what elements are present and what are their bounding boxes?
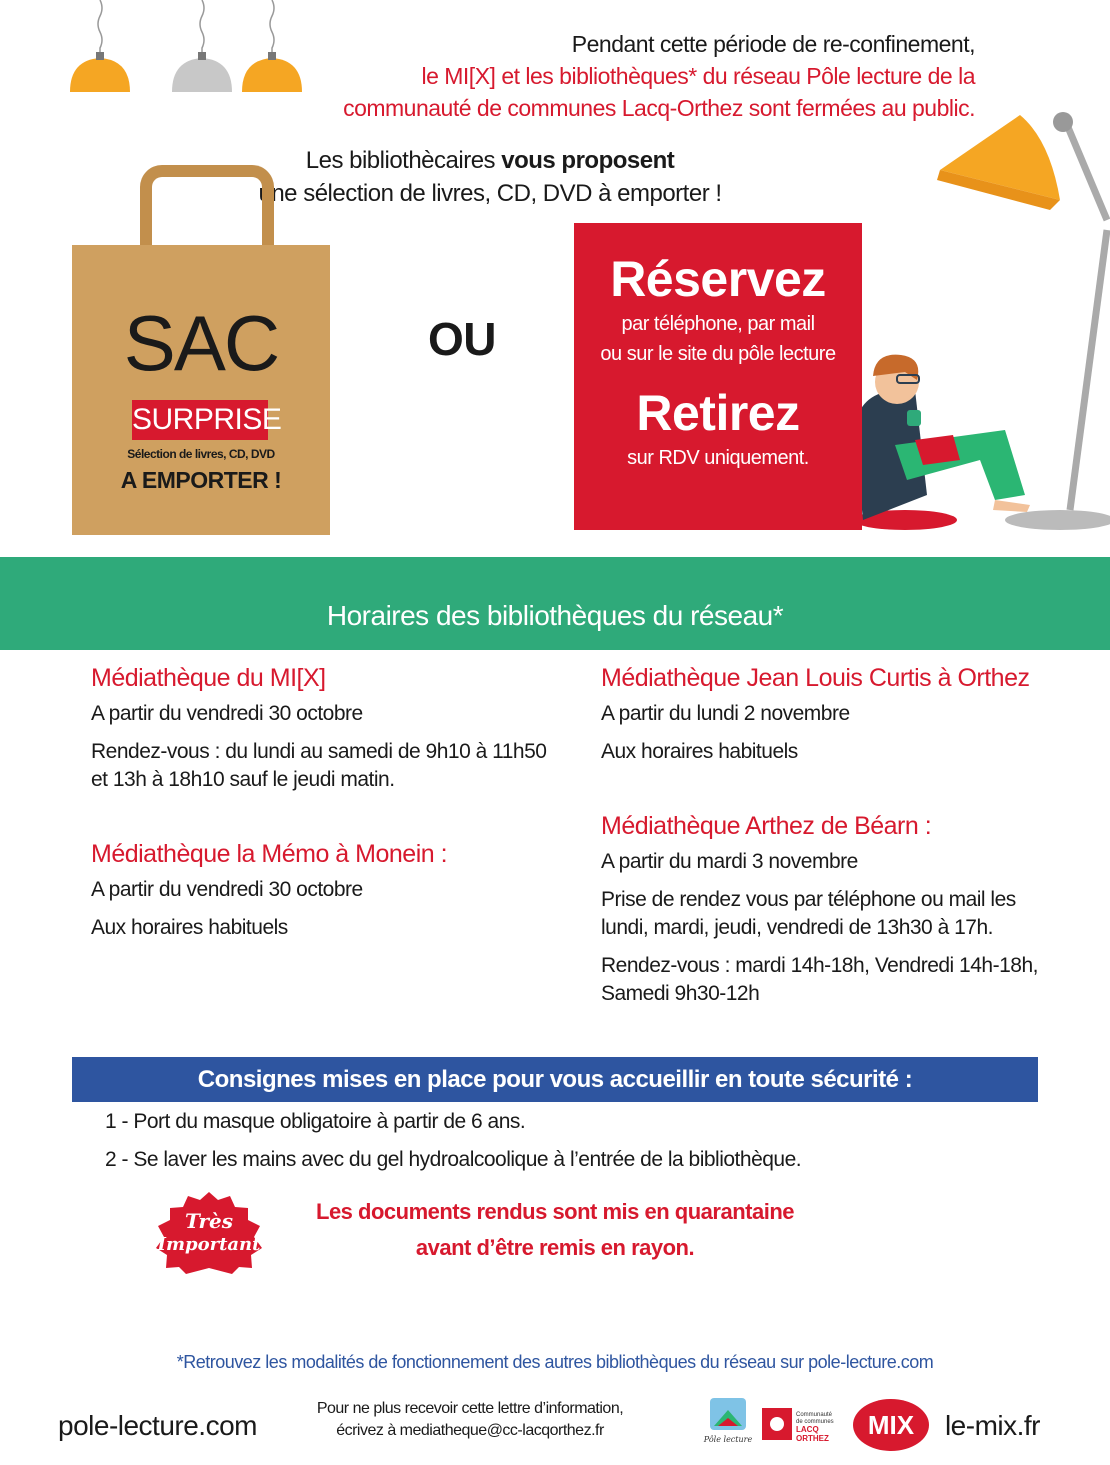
library-arthez-line4: Rendez-vous : mardi 14h-18h, Vendredi 14h-18h, (601, 954, 1038, 977)
library-memo-line2: Aux horaires habituels (91, 916, 288, 939)
intro-line-1: Pendant cette période de re-confinement, (571, 31, 975, 57)
reader-lamp-illustration (845, 100, 1110, 540)
library-arthez-line5: Samedi 9h30-12h (601, 982, 760, 1005)
library-memo-line1: A partir du vendredi 30 octobre (91, 878, 363, 901)
footer-unsubscribe (270, 1398, 670, 1442)
important-badge-line1: Très (185, 1209, 233, 1233)
footer-unsubscribe-line1: Pour ne plus recevoir cette lettre d’information, (316, 1400, 624, 1417)
footer-pole-lecture-link[interactable]: pole-lecture.com (58, 1410, 257, 1441)
library-arthez-line3: lundi, mardi, jeudi, vendredi de 13h30 à 17h. (601, 916, 993, 939)
intro-line-2: le MI[X] et les bibliothèques* du réseau Pôle lecture de la (421, 63, 975, 89)
safety-rules-title: Consignes mises en place pour vous accueillir en toute sécurité : (72, 1057, 1038, 1102)
safety-rule-1: 1 - Port du masque obligatoire à partir de 6 ans. (105, 1110, 526, 1133)
library-mix-line1: A partir du vendredi 30 octobre (91, 702, 363, 725)
library-mix-line2: Rendez-vous : du lundi au samedi de 9h10 à 11h50 (91, 740, 547, 763)
bag-sac-label: SAC (123, 299, 279, 387)
cclo-logo-line3: LACQ (796, 1425, 819, 1434)
important-badge (148, 1190, 270, 1274)
mix-logo (852, 1398, 930, 1452)
bag-selection-label: Sélection de livres, CD, DVD (127, 447, 275, 461)
cclo-logo-line1: Communauté (796, 1412, 833, 1418)
footer-le-mix-link[interactable]: le-mix.fr (944, 1410, 1040, 1441)
library-arthez-name: Médiathèque Arthez de Béarn : (601, 812, 932, 840)
reserve-box (574, 223, 862, 530)
pickup-title: Retirez (636, 385, 800, 441)
library-mix-name: Médiathèque du MI[X] (91, 664, 326, 692)
mix-logo-text: MIX (867, 1410, 915, 1440)
surprise-bag-graphic (72, 165, 330, 535)
or-label: OU (428, 313, 496, 365)
quarantine-line2: avant d’être remis en rayon. (415, 1235, 695, 1260)
library-mix-line3: et 13h à 18h10 sauf le jeudi matin. (91, 768, 395, 791)
cclo-logo-line4: ORTHEZ (796, 1434, 829, 1443)
library-curtis-name: Médiathèque Jean Louis Curtis à Orthez (601, 664, 1030, 692)
hanging-lamps-illustration (30, 0, 320, 100)
quarantine-notice (270, 1194, 840, 1266)
important-badge-line2: Important (157, 1234, 261, 1255)
pole-lecture-logo (703, 1396, 753, 1446)
library-arthez (601, 810, 1071, 1008)
library-mix (91, 662, 561, 794)
intro-line-3: communauté de communes Lacq-Orthez sont fermées au public. (343, 95, 975, 121)
library-arthez-line1: A partir du mardi 3 novembre (601, 850, 858, 873)
bag-surprise-label: SURPRISE (132, 400, 268, 440)
proposal-line2: une sélection de livres, CD, DVD à emporter ! (258, 180, 722, 207)
hours-title: Horaires des bibliothèques du réseau* (326, 600, 784, 631)
reserve-title: Réservez (610, 251, 826, 307)
library-arthez-line2: Prise de rendez vous par téléphone ou mail les (601, 888, 1016, 911)
bag-emporter-label: A EMPORTER ! (120, 467, 282, 493)
pickup-sub: sur RDV uniquement. (627, 447, 809, 469)
reserve-sub-2: ou sur le site du pôle lecture (600, 343, 836, 365)
library-curtis-line2: Aux horaires habituels (601, 740, 798, 763)
safety-rules-list (105, 1108, 801, 1174)
proposal-part1-bold: vous proposent (501, 147, 675, 174)
library-curtis-line1: A partir du lundi 2 novembre (601, 702, 850, 725)
library-memo (91, 838, 561, 942)
safety-rule-2: 2 - Se laver les mains avec du gel hydroalcoolique à l’entrée de la bibliothèque. (105, 1148, 802, 1171)
reserve-sub-1: par téléphone, par mail (621, 313, 815, 335)
pole-lecture-logo-text: Pôle lecture (703, 1435, 753, 1444)
cclo-logo (762, 1404, 842, 1444)
proposal-part1: Les bibliothècaires (305, 147, 502, 174)
library-curtis (601, 662, 1071, 766)
cclo-logo-line2: de communes (796, 1419, 834, 1425)
footer-unsubscribe-line2[interactable]: écrivez à mediatheque@cc-lacqorthez.fr (336, 1422, 604, 1439)
library-memo-name: Médiathèque la Mémo à Monein : (91, 840, 448, 868)
quarantine-line1: Les documents rendus sont mis en quarantaine (316, 1199, 794, 1224)
footnote: *Retrouvez les modalités de fonctionnement des autres bibliothèques du réseau sur pole-lecture.com (176, 1352, 934, 1372)
